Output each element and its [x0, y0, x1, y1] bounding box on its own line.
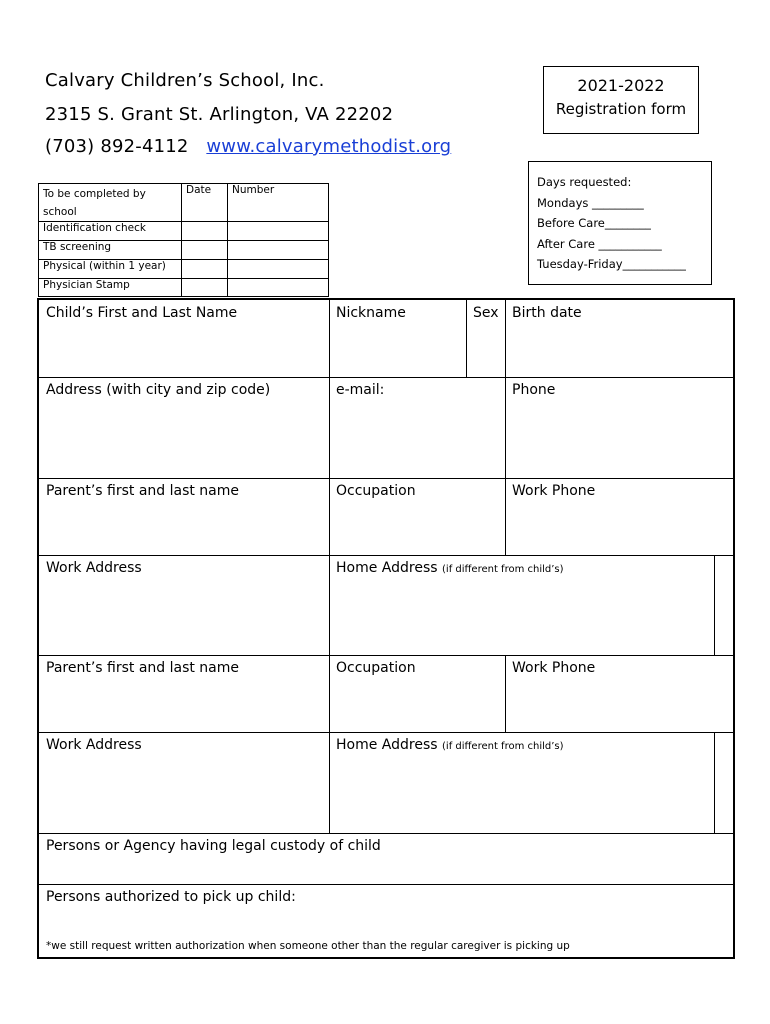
parent2-home-address-label: Home Address [336, 737, 438, 753]
nickname-label: Nickname [336, 305, 406, 321]
address-field[interactable] [39, 377, 329, 478]
number-cell[interactable] [228, 260, 329, 279]
parent1-home-address-label: Home Address [336, 560, 438, 576]
parent1-work-phone-label: Work Phone [512, 483, 596, 499]
date-cell[interactable] [182, 260, 228, 279]
address-label: Address (with city and zip code) [46, 382, 271, 398]
days-mondays[interactable]: Mondays _________ [537, 195, 644, 210]
parent1-work-phone-field[interactable] [505, 478, 733, 555]
parent1-home-address-field[interactable] [329, 555, 714, 655]
parent1-work-address-field[interactable] [39, 555, 329, 655]
nickname-field[interactable] [329, 300, 466, 377]
parent2-occupation-field[interactable] [329, 655, 505, 732]
home-address-note: (if different from child’s) [442, 741, 564, 752]
email-label: e-mail: [336, 382, 385, 398]
number-header: Number [228, 184, 329, 222]
birth-date-label: Birth date [512, 305, 582, 321]
parent2-home-address-field[interactable] [329, 732, 714, 833]
website-link[interactable]: www.calvarymethodist.org [206, 136, 452, 157]
number-cell[interactable] [228, 222, 329, 241]
parent2-work-address-label: Work Address [46, 737, 142, 753]
date-header: Date [182, 184, 228, 222]
number-cell[interactable] [228, 241, 329, 260]
date-cell[interactable] [182, 222, 228, 241]
phone-label: Phone [512, 382, 556, 398]
form-title: Registration form [555, 100, 687, 118]
pickup-note: *we still request written authorization when someone other than the regular caregiver is picking up [46, 940, 570, 952]
days-requested-box [528, 161, 712, 285]
date-cell[interactable] [182, 241, 228, 260]
child-name-field[interactable] [39, 300, 329, 377]
parent2-occupation-label: Occupation [336, 660, 416, 676]
school-name: Calvary Children’s School, Inc. [45, 70, 325, 91]
days-tuesday-friday[interactable]: Tuesday-Friday___________ [537, 257, 686, 271]
child-name-label: Child’s First and Last Name [46, 305, 238, 321]
days-after-care[interactable]: After Care ___________ [537, 236, 662, 251]
custody-field[interactable] [39, 833, 733, 884]
parent2-name-field[interactable] [39, 655, 329, 732]
school-address: 2315 S. Grant St. Arlington, VA 22202 [45, 104, 394, 125]
parent1-work-address-label: Work Address [46, 560, 142, 576]
parent2-work-address-field[interactable] [39, 732, 329, 833]
date-cell[interactable] [182, 279, 228, 297]
school-phone: (703) 892-4112 [45, 136, 189, 157]
school-row-label: Physical (within 1 year) [39, 260, 182, 279]
parent1-occupation-field[interactable] [329, 478, 505, 555]
number-cell[interactable] [228, 279, 329, 297]
school-table-header: To be completed by school [39, 184, 182, 222]
sex-field[interactable] [466, 300, 505, 377]
school-row-label: Physician Stamp [39, 279, 182, 297]
home-address-note: (if different from child’s) [442, 564, 564, 575]
phone-field[interactable] [505, 377, 733, 478]
pickup-label: Persons authorized to pick up child: [46, 889, 296, 905]
parent1-name-field[interactable] [39, 478, 329, 555]
parent2-work-phone-field[interactable] [505, 655, 733, 732]
school-year: 2021-2022 [577, 76, 665, 95]
days-title: Days requested: [537, 175, 632, 189]
sex-label: Sex [473, 305, 499, 321]
custody-label: Persons or Agency having legal custody of child [46, 838, 381, 854]
school-row-label: TB screening [39, 241, 182, 260]
school-row-label: Identification check [39, 222, 182, 241]
parent2-name-label: Parent’s first and last name [46, 660, 240, 676]
email-field[interactable] [329, 377, 505, 478]
days-before-care[interactable]: Before Care________ [537, 216, 651, 230]
school-use-table [38, 183, 329, 297]
parent1-name-label: Parent’s first and last name [46, 483, 240, 499]
contact-line [45, 136, 451, 157]
year-box [543, 66, 699, 134]
birth-date-field[interactable] [505, 300, 733, 377]
parent1-occupation-label: Occupation [336, 483, 416, 499]
parent2-work-phone-label: Work Phone [512, 660, 596, 676]
registration-form [37, 298, 735, 959]
